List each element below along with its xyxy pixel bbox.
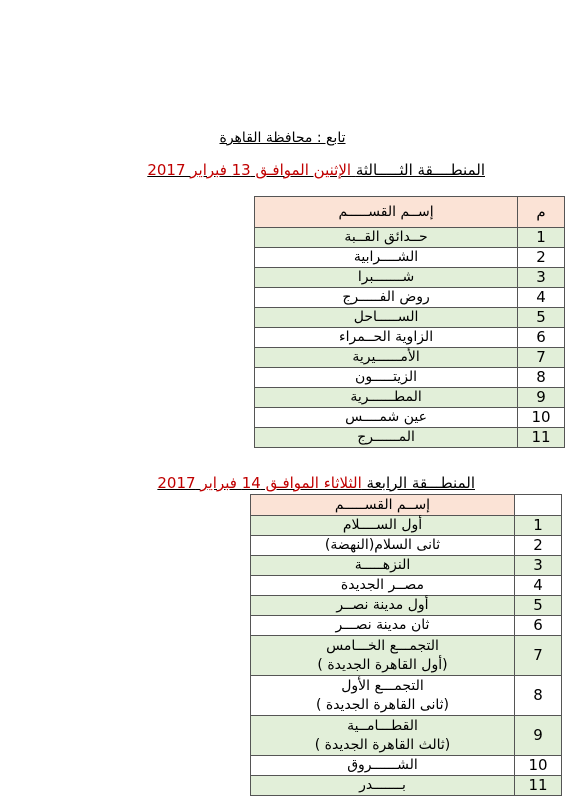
row-name: الشــــرابية bbox=[255, 248, 518, 268]
col-name-header: إســم القســـــم bbox=[251, 495, 515, 516]
row-num: 8 bbox=[518, 368, 565, 388]
table-row bbox=[255, 348, 565, 368]
row-name: الســـــاحل bbox=[255, 308, 518, 328]
table-row bbox=[255, 328, 565, 348]
table-row bbox=[255, 248, 565, 268]
row-name: ثانى السلام(النهضة) bbox=[251, 536, 515, 556]
table-row bbox=[255, 408, 565, 428]
row-num: 9 bbox=[518, 388, 565, 408]
row-name: أول الســــلام bbox=[251, 516, 515, 536]
row-num: 10 bbox=[518, 408, 565, 428]
row-num: 4 bbox=[518, 288, 565, 308]
row-num: 5 bbox=[518, 308, 565, 328]
row-num: 1 bbox=[518, 228, 565, 248]
table-header-row bbox=[255, 197, 565, 228]
section-title-1 bbox=[147, 161, 485, 179]
row-name-line1: التجمـــع الأول bbox=[341, 677, 424, 694]
row-name-line1: القطـــامــية bbox=[347, 717, 418, 734]
col-num-header: م bbox=[518, 197, 565, 228]
row-num: 3 bbox=[515, 556, 562, 576]
section-1-title-lead: المنطــــقة الثـــــالثة bbox=[355, 161, 485, 179]
section-1-title-date: الإثنين الموافـق 13 فبراير 2017 bbox=[147, 161, 352, 179]
row-num: 2 bbox=[515, 536, 562, 556]
table-row bbox=[255, 388, 565, 408]
table-row bbox=[251, 676, 562, 716]
row-num: 6 bbox=[518, 328, 565, 348]
row-name: المطــــــرية bbox=[255, 388, 518, 408]
table-row bbox=[251, 776, 562, 796]
row-name: مصــر الجديدة bbox=[251, 576, 515, 596]
table-row bbox=[251, 536, 562, 556]
table-row bbox=[255, 428, 565, 448]
row-num: 4 bbox=[515, 576, 562, 596]
section-title-2 bbox=[157, 474, 475, 492]
row-num: 2 bbox=[518, 248, 565, 268]
row-name: المــــــرج bbox=[255, 428, 518, 448]
table-row bbox=[251, 616, 562, 636]
row-name: الشــــــروق bbox=[251, 756, 515, 776]
table-row bbox=[251, 556, 562, 576]
page-header bbox=[0, 130, 565, 146]
row-num: 7 bbox=[515, 636, 562, 676]
section-1-table bbox=[254, 196, 565, 448]
row-name: شـــــــبرا bbox=[255, 268, 518, 288]
table-row bbox=[251, 716, 562, 756]
row-num: 11 bbox=[518, 428, 565, 448]
row-name: عين شمــــس bbox=[255, 408, 518, 428]
table-row bbox=[251, 596, 562, 616]
row-num: 1 bbox=[515, 516, 562, 536]
row-name-line2: (ثالث القاهرة الجديدة ) bbox=[314, 736, 451, 753]
row-name: روض الفـــــرج bbox=[255, 288, 518, 308]
row-num: 7 bbox=[518, 348, 565, 368]
row-name bbox=[251, 716, 515, 756]
table-header-row bbox=[251, 495, 562, 516]
table-row bbox=[251, 756, 562, 776]
row-name-line2: (ثانى القاهرة الجديدة ) bbox=[315, 696, 450, 713]
row-name: ثان مدينة نصـــر bbox=[251, 616, 515, 636]
row-num: 10 bbox=[515, 756, 562, 776]
section-2-title-lead: المنطـــقة الرابعة bbox=[366, 474, 475, 492]
col-num-header bbox=[515, 495, 562, 516]
row-num: 8 bbox=[515, 676, 562, 716]
row-name: أول مدينة نصــر bbox=[251, 596, 515, 616]
table-row bbox=[251, 516, 562, 536]
row-name-line2: (أول القاهرة الجديدة ) bbox=[317, 656, 448, 673]
section-2-title-date: الثلاثاء الموافـق 14 فبراير 2017 bbox=[157, 474, 362, 492]
row-name: النزهـــــة bbox=[251, 556, 515, 576]
table-row bbox=[255, 308, 565, 328]
table-row bbox=[255, 368, 565, 388]
row-name bbox=[251, 636, 515, 676]
row-name bbox=[251, 676, 515, 716]
table-row bbox=[255, 288, 565, 308]
table-row bbox=[255, 228, 565, 248]
row-name: حــدائق القــبة bbox=[255, 228, 518, 248]
row-name: الزيتـــــون bbox=[255, 368, 518, 388]
row-name-line1: التجمـــع الخـــامس bbox=[326, 637, 439, 654]
row-name: الأمــــــيرية bbox=[255, 348, 518, 368]
row-name: الزاوية الحــمراء bbox=[255, 328, 518, 348]
table-row bbox=[251, 636, 562, 676]
row-num: 11 bbox=[515, 776, 562, 796]
row-num: 3 bbox=[518, 268, 565, 288]
header-text: تابع : محافظة القاهرة bbox=[219, 130, 346, 146]
table-row bbox=[255, 268, 565, 288]
row-name: بـــــــدر bbox=[251, 776, 515, 796]
row-num: 9 bbox=[515, 716, 562, 756]
col-name-header: إســم القســـــم bbox=[255, 197, 518, 228]
row-num: 6 bbox=[515, 616, 562, 636]
row-num: 5 bbox=[515, 596, 562, 616]
section-2-table bbox=[250, 494, 562, 796]
table-row bbox=[251, 576, 562, 596]
